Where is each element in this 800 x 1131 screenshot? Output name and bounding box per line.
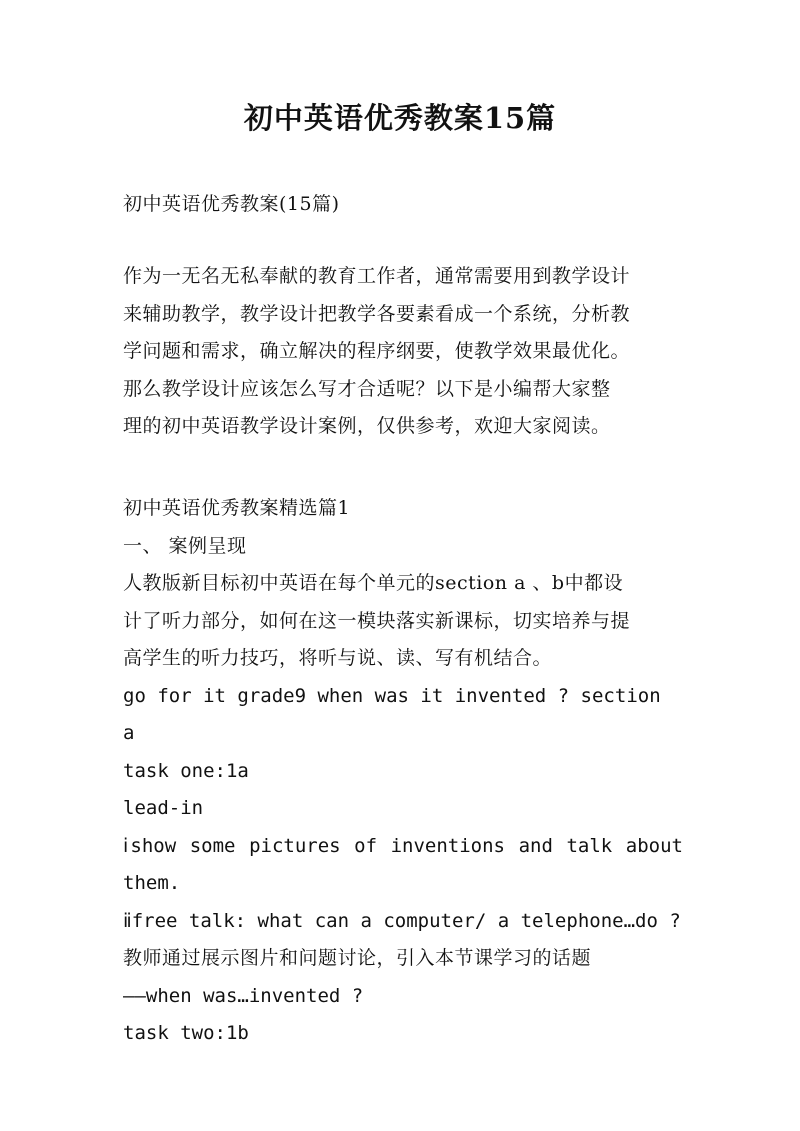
task-one-label: task one:1a	[123, 759, 249, 782]
intro-line: 理的初中英语教学设计案例，仅供参考，欢迎大家阅读。	[123, 415, 611, 437]
case-line: 人教版新目标初中英语在每个单元的section a 、b中都设	[123, 572, 624, 594]
step-i-line: them.	[123, 872, 181, 894]
case-line: 计了听力部分，如何在这一模块落实新课标，切实培养与提	[123, 609, 631, 632]
intro-paragraph	[123, 258, 683, 446]
step-ii-line: ⅱfree talk: what can a computer/ a telephone…do ?	[123, 909, 681, 932]
case-heading: 一、 案例呈现	[123, 534, 247, 557]
subtitle-text: 初中英语优秀教案(15篇)	[123, 193, 340, 215]
teacher-note-line: 教师通过展示图片和问题讨论，引入本节课学习的话题	[123, 947, 592, 969]
task-two-label: task two:1b	[123, 1022, 249, 1044]
document-subtitle	[123, 190, 683, 218]
lesson-title: go for it grade9 when was it invented ? section a	[123, 684, 661, 744]
document-title: 初中英语优秀教案15篇	[243, 101, 557, 135]
intro-line: 来辅助教学，教学设计把教学各要素看成一个系统，分析教	[123, 302, 631, 325]
case-line: 高学生的听力技巧，将听与说、读、写有机结合。	[123, 647, 553, 669]
lead-in-label: lead-in	[123, 797, 204, 819]
intro-line: 作为一无名无私奉献的教育工作者，通常需要用到教学设计	[123, 265, 631, 287]
section-heading: 初中英语优秀教案精选篇1	[123, 497, 351, 519]
intro-line: 学问题和需求，确立解决的程序纲要，使教学效果最优化。	[123, 340, 631, 362]
step-i-line: ⅰshow some pictures of inventions and talk about	[123, 834, 683, 857]
lesson-body	[123, 490, 683, 1053]
teacher-note-line: ——when was…invented ?	[123, 984, 364, 1007]
intro-line: 那么教学设计应该怎么写才合适呢？以下是小编帮大家整	[123, 377, 611, 400]
